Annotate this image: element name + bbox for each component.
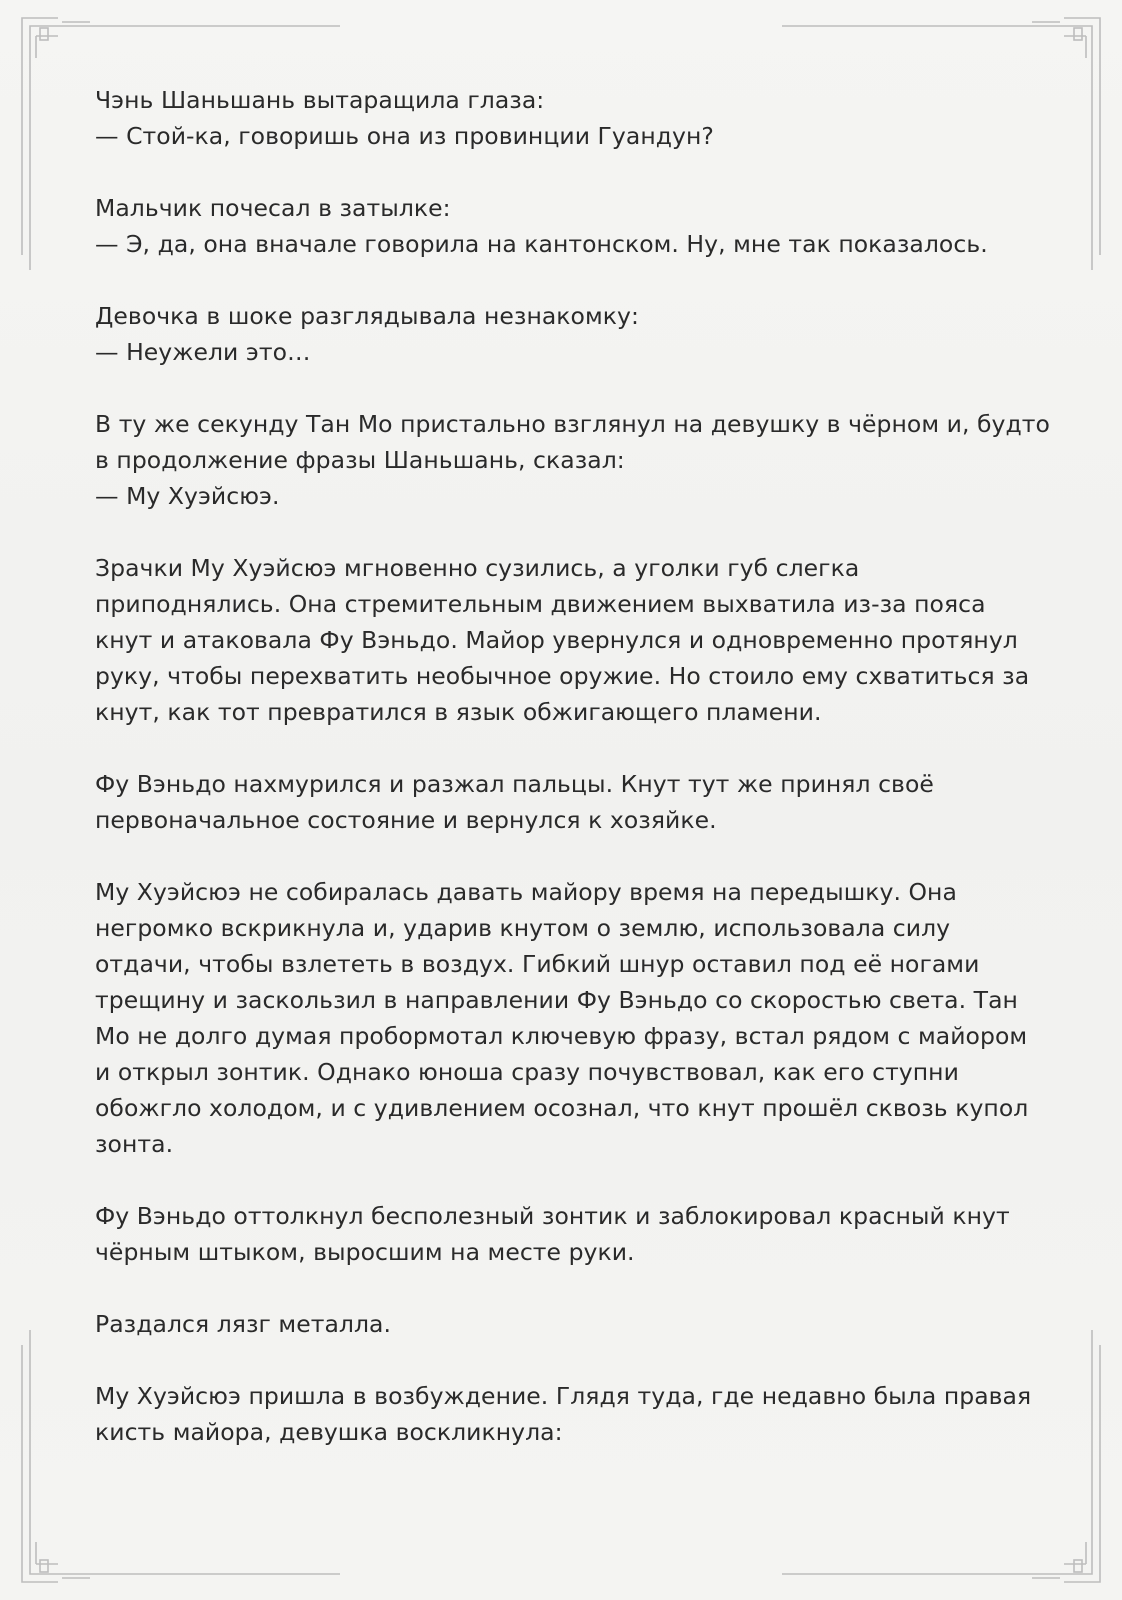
text-line: кнут, как тот превратился в язык обжигающего пламени.: [95, 698, 822, 726]
text-line: в продолжение фразы Шаньшань, сказал:: [95, 446, 625, 474]
text-line: В ту же секунду Тан Мо пристально взглянул на девушку в чёрном и, будто: [95, 410, 1050, 438]
text-line: приподнялись. Она стремительным движением выхватила из-за пояса: [95, 590, 986, 618]
text-line: кнут и атаковала Фу Вэньдо. Майор увернулся и одновременно протянул: [95, 626, 1018, 654]
text-line: трещину и заскользил в направлении Фу Вэньдо со скоростью света. Тан: [95, 986, 1018, 1014]
paragraph: [95, 298, 1040, 370]
text-line: руку, чтобы перехватить необычное оружие. Но стоило ему схватиться за: [95, 662, 1030, 690]
text-line: негромко вскрикнула и, ударив кнутом о землю, использовала силу: [95, 914, 951, 942]
text-line: Му Хуэйсюэ пришла в возбуждение. Глядя туда, где недавно была правая: [95, 1382, 1032, 1410]
text-line: Зрачки Му Хуэйсюэ мгновенно сузились, а уголки губ слегка: [95, 554, 860, 582]
paragraph: [95, 874, 1040, 1162]
text-line: кисть майора, девушка воскликнула:: [95, 1418, 563, 1446]
text-line: первоначальное состояние и вернулся к хозяйке.: [95, 806, 717, 834]
text-line: обожгло холодом, и с удивлением осознал, что кнут прошёл сквозь купол: [95, 1094, 1029, 1122]
text-line: — Э, да, она вначале говорила на кантонском. Ну, мне так показалось.: [95, 230, 988, 258]
paragraph: [95, 82, 1040, 154]
text-line: Раздался лязг металла.: [95, 1310, 392, 1338]
text-line: Мо не долго думая пробормотал ключевую фразу, встал рядом с майором: [95, 1022, 1028, 1050]
paragraph: [95, 406, 1050, 514]
text-line: Фу Вэньдо нахмурился и разжал пальцы. Кнут тут же принял своё: [95, 770, 934, 798]
paragraph: [95, 766, 1040, 838]
paragraph: [95, 190, 1040, 262]
story-text: [95, 82, 1050, 1486]
paragraph: [95, 550, 1040, 730]
paragraph: [95, 1306, 1040, 1342]
paragraph: [95, 1198, 1040, 1270]
text-line: — Стой-ка, говоришь она из провинции Гуандун?: [95, 122, 714, 150]
text-line: — Му Хуэйсюэ.: [95, 482, 280, 510]
text-line: отдачи, чтобы взлететь в воздух. Гибкий шнур оставил под её ногами: [95, 950, 980, 978]
text-line: и открыл зонтик. Однако юноша сразу почувствовал, как его ступни: [95, 1058, 959, 1086]
text-line: Мальчик почесал в затылке:: [95, 194, 451, 222]
text-line: Чэнь Шаньшань вытаращила глаза:: [95, 86, 545, 114]
text-line: чёрным штыком, выросшим на месте руки.: [95, 1238, 635, 1266]
text-line: зонта.: [95, 1130, 174, 1158]
text-line: — Неужели это…: [95, 338, 311, 366]
text-line: Фу Вэньдо оттолкнул бесполезный зонтик и заблокировал красный кнут: [95, 1202, 1010, 1230]
text-line: Му Хуэйсюэ не собиралась давать майору время на передышку. Она: [95, 878, 957, 906]
text-line: Девочка в шоке разглядывала незнакомку:: [95, 302, 639, 330]
paragraph: [95, 1378, 1040, 1450]
